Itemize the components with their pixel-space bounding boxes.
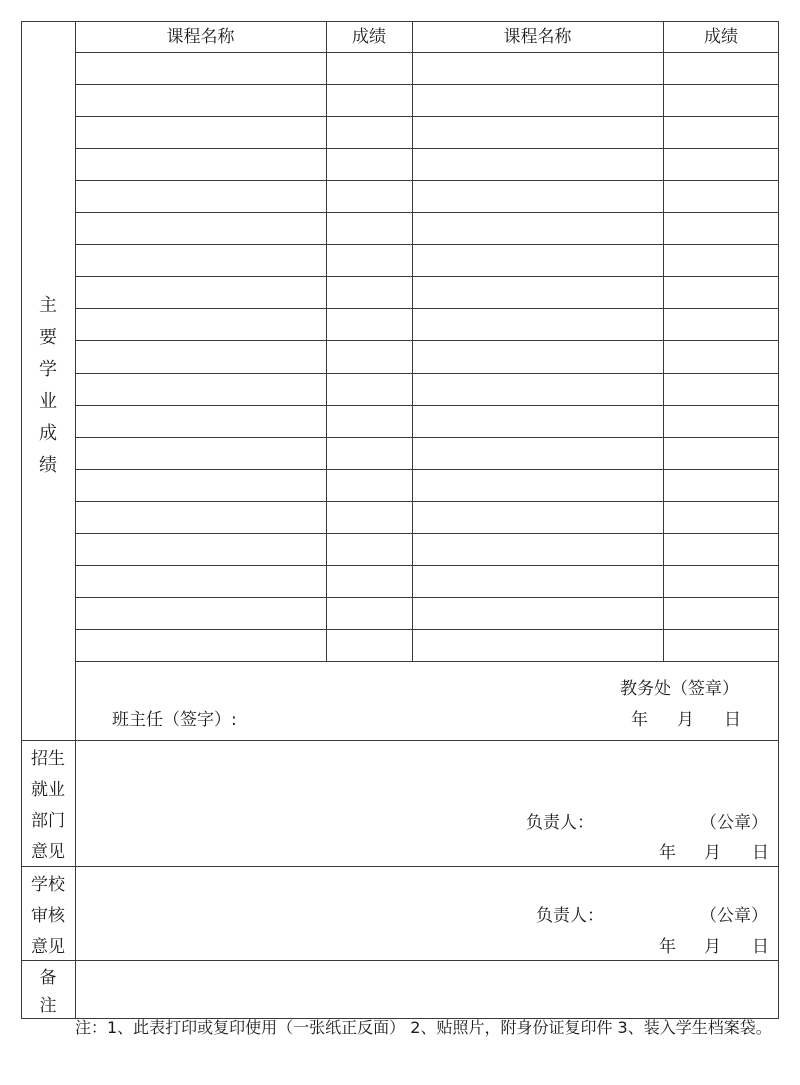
grade-row-divider (75, 244, 779, 245)
grades-side-label-char: 成 (39, 423, 57, 444)
grade-row-divider (75, 533, 779, 534)
admission-date-day: 日 (752, 843, 769, 863)
grade-row-divider (75, 148, 779, 149)
grades-side-label-char: 要 (39, 327, 57, 348)
remarks-side-label-char: 备 (39, 968, 57, 988)
grades-side-label-char: 绩 (39, 455, 57, 476)
school-review-side-label (21, 870, 75, 963)
school-responsible-person-label: 负责人： (536, 906, 604, 926)
grade-row-divider (75, 405, 779, 406)
admission-official-seal-label: （公章） (700, 813, 768, 833)
table-right-border (778, 21, 779, 1019)
remarks-side-label-char: 注 (39, 996, 57, 1016)
admission-side-label-line: 意见 (31, 842, 65, 862)
grade-header-bottom-line (75, 52, 779, 53)
admission-side-label-line: 部门 (31, 811, 65, 831)
school-date-year: 年 (659, 937, 676, 957)
grades-side-label-char: 业 (39, 391, 57, 412)
academic-office-seal-label: 教务处（签章） (620, 679, 739, 699)
grades-date-day: 日 (724, 710, 741, 730)
grade-row-divider (75, 437, 779, 438)
school-official-seal-label: （公章） (700, 906, 768, 926)
grade-grid-bottom-line (75, 661, 779, 662)
school-section-bottom-border (21, 960, 779, 961)
footer-note: 注：1、此表打印或复印使用（一张纸正反面） 2、贴照片，附身份证复印件 3、装入学生档案袋。 (75, 1018, 772, 1037)
grade-row-divider (75, 597, 779, 598)
school-review-side-label-line: 意见 (31, 937, 65, 957)
admission-side-label (21, 744, 75, 868)
header-score-right: 成绩 (704, 27, 738, 47)
school-review-side-label-line: 审核 (31, 906, 65, 926)
grade-row-divider (75, 84, 779, 85)
grade-row-divider (75, 565, 779, 566)
admission-date-month: 月 (704, 843, 721, 863)
admission-section-bottom-border (21, 866, 779, 867)
grade-row-divider (75, 501, 779, 502)
school-date-month: 月 (704, 937, 721, 957)
admission-responsible-person-label: 负责人： (526, 813, 594, 833)
admission-side-label-line: 就业 (31, 780, 65, 800)
header-course-name-left: 课程名称 (166, 27, 235, 47)
grade-row-divider (75, 629, 779, 630)
admission-side-label-line: 招生 (31, 749, 65, 769)
grade-row-divider (75, 340, 779, 341)
grades-date-year: 年 (631, 710, 648, 730)
remarks-side-label (21, 964, 75, 1020)
grade-row-divider (75, 212, 779, 213)
school-date-day: 日 (752, 937, 769, 957)
grades-section-bottom-border (21, 740, 779, 741)
grade-row-divider (75, 276, 779, 277)
grades-date-month: 月 (677, 710, 694, 730)
grade-row-divider (75, 373, 779, 374)
admission-date-year: 年 (659, 843, 676, 863)
grades-side-label-char: 学 (39, 359, 57, 380)
grade-row-divider (75, 308, 779, 309)
header-course-name-right: 课程名称 (503, 27, 572, 47)
head-teacher-signature-label: 班主任（签字）: (112, 710, 237, 730)
header-score-left: 成绩 (352, 27, 386, 47)
grade-row-divider (75, 116, 779, 117)
grades-side-label (21, 290, 75, 482)
grade-row-divider (75, 180, 779, 181)
grades-side-label-char: 主 (39, 295, 57, 316)
school-review-side-label-line: 学校 (31, 875, 65, 895)
label-column-divider (75, 21, 76, 1019)
grade-row-divider (75, 469, 779, 470)
